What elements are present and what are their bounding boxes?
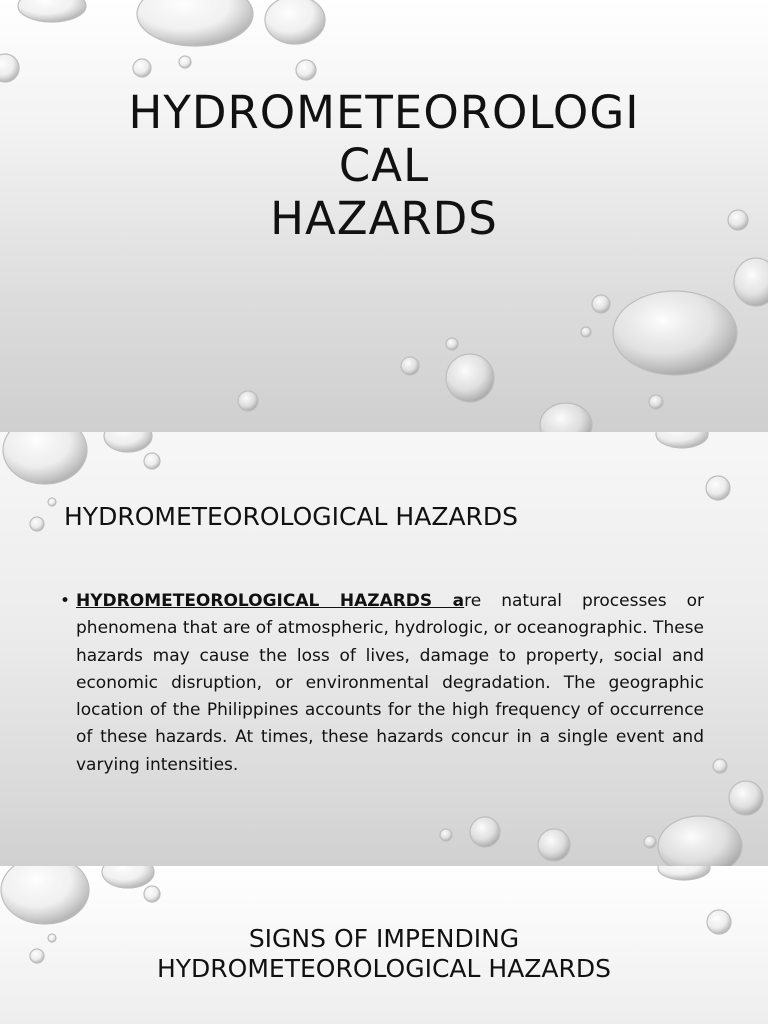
bullet-icon: • — [60, 591, 71, 611]
slide-signs — [0, 866, 768, 1024]
definition-body — [60, 588, 704, 779]
main-title — [0, 86, 768, 245]
signs-title-line: HYDROMETEOROLOGICAL HAZARDS — [156, 954, 612, 983]
bullet-item — [60, 588, 704, 779]
main-title-line: CAL — [338, 139, 430, 192]
slide-title — [0, 0, 768, 432]
main-title-line: HYDROMETEOROLOGI — [128, 86, 640, 139]
signs-title-line: SIGNS OF IMPENDING — [248, 924, 520, 953]
definition-paragraph — [76, 588, 704, 779]
main-title-line: HAZARDS — [270, 192, 498, 245]
slide-definition — [0, 432, 768, 866]
definition-text: re natural processes or phenomena that are of atmospheric, hydrologic, or oceanographic. These hazards may cause the loss of lives, damage to property, social and economic disruption, or environmental degradation. The geographic location of the Philippines accounts for the high frequency of occurrence of these hazards. At times, these hazards concur in a single event and varying intensities. — [76, 591, 704, 775]
term-emphasis: HYDROMETEOROLOGICAL HAZARDS a — [76, 591, 465, 611]
signs-title — [0, 924, 768, 984]
section-heading: HYDROMETEOROLOGICAL HAZARDS — [64, 502, 519, 531]
